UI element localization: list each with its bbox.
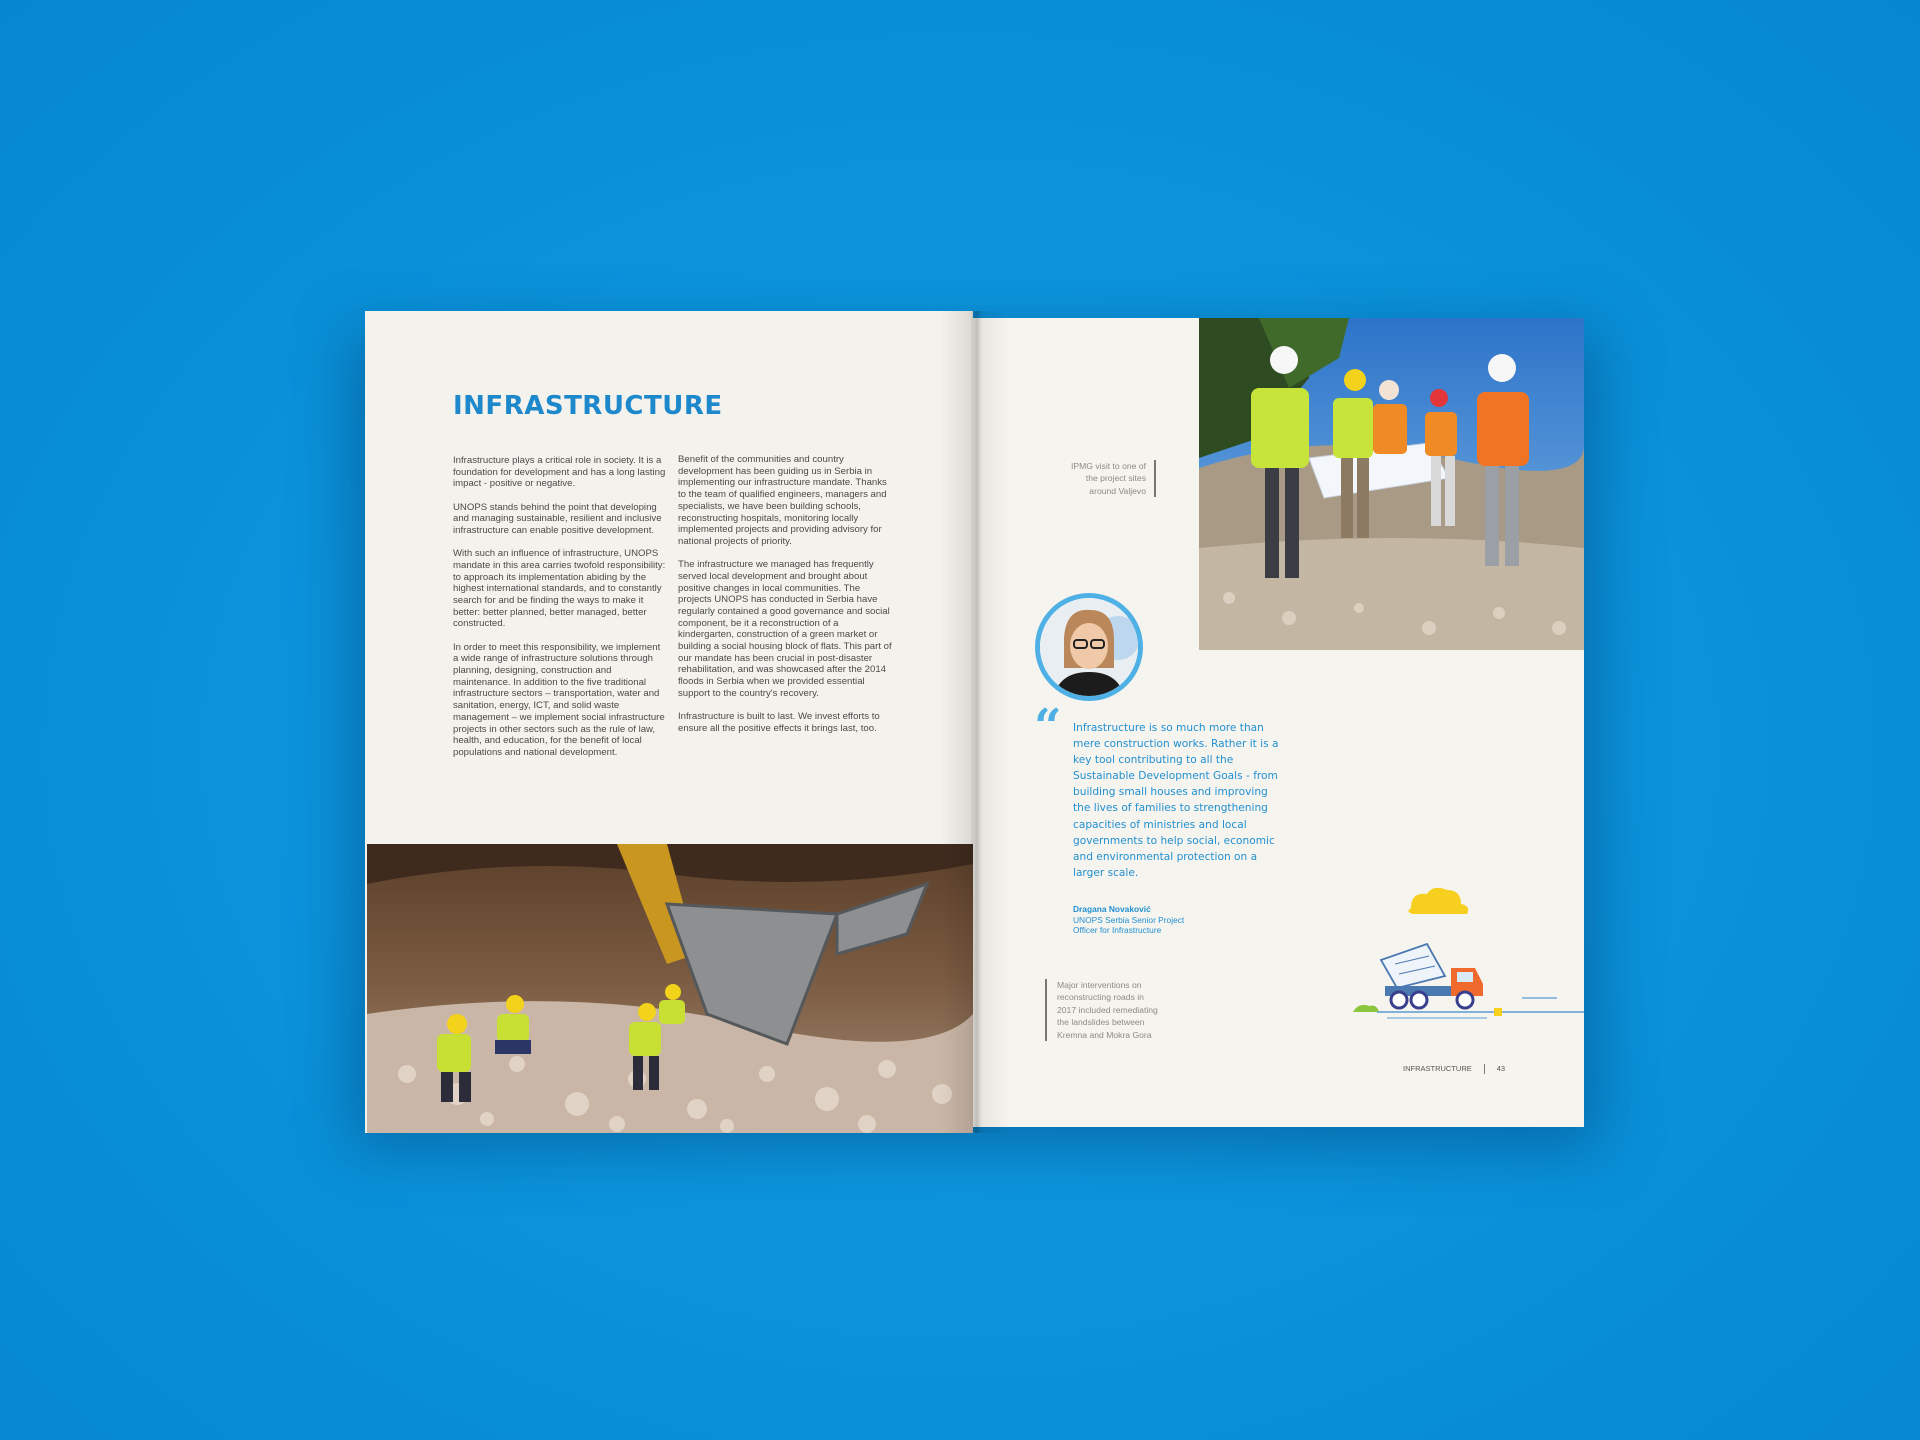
left-page: [365, 311, 973, 1133]
right-page: [973, 318, 1584, 1127]
photo-caption: IPMG visit to one of the project sites around Valjevo: [1061, 460, 1156, 497]
footer-divider: [1484, 1064, 1485, 1074]
author-name: Dragana Novaković: [1073, 904, 1151, 914]
excavation-photo: [367, 844, 973, 1133]
pull-quote: Infrastructure is so much more than mere construction works. Rather it is a key tool contributing to all the Sustainable Development Goals - from building small houses and improving the lives of families to strengthening capacities of ministries and local governments to help social, economic and environmental protection on a larger scale.: [1073, 722, 1279, 879]
text-column-left: [453, 455, 668, 770]
page-heading: INFRASTRUCTURE: [453, 391, 723, 421]
paragraph: Infrastructure plays a critical role in society. It is a foundation for development and has a long lasting impact - positive or negative.: [453, 455, 666, 490]
paragraph: With such an influence of infrastructure, UNOPS mandate in this area carries twofold responsibility: to approach its implementation abiding by the highest international standards, and to constantly search for and be finding the ways to make it better: better planned, better managed, better constructed.: [453, 548, 666, 630]
quote-mark-icon: “: [1034, 699, 1062, 755]
author-title: UNOPS Serbia Senior Project Officer for Infrastructure: [1073, 914, 1185, 936]
paragraph: UNOPS stands behind the point that developing and managing sustainable, resilient and inclusive infrastructure can enable positive development.: [453, 501, 662, 537]
paragraph: Benefit of the communities and country development has been guiding us in Serbia in implementing our infrastructure mandate. Thanks to the team of qualified engineers, managers and specialists, we have been building schools, reconstructing hospitals, monitoring locally implemented projects and providing advisory for national projects of priority.: [678, 454, 887, 547]
side-note: Major interventions on reconstructing roads in 2017 included remediating the landslides between Kremna and Mokra Gora: [1045, 979, 1165, 1041]
truck-illustration: [1347, 888, 1584, 1028]
paragraph: In order to meet this responsibility, we implement a wide range of infrastructure solutions through planning, designing, construction and maintenance. In addition to the five traditional infrastructure sectors – transportation, water and sanitation, energy, ICT, and solid waste management – we implement social infrastructure projects in other sectors such as the rule of law, health, and education, for the benefit of local populations and national development.: [453, 641, 665, 758]
site-visit-photo: [1199, 318, 1584, 650]
page-footer: [1403, 1064, 1505, 1074]
paragraph: The infrastructure we managed has frequently served local development and brought about positive changes in local communities. The projects UNOPS has conducted in Serbia have regularly contained a good governance and social component, be it a reconstruction of a kindergarten, construction of a green market or building a social housing block of flats. This part of our mandate has been crucial in post-disaster rehabilitation, and was showcased after the 2014 floods in Serbia when we provided essential support to the country's recovery.: [678, 559, 892, 699]
paragraph: Infrastructure is built to last. We invest efforts to ensure all the positive effects it brings last, too.: [678, 711, 880, 734]
footer-section: INFRASTRUCTURE: [1403, 1064, 1472, 1073]
page-number: 43: [1496, 1064, 1506, 1073]
quote-author: [1073, 904, 1193, 936]
text-column-right: [678, 454, 893, 746]
author-portrait: [1035, 593, 1143, 701]
